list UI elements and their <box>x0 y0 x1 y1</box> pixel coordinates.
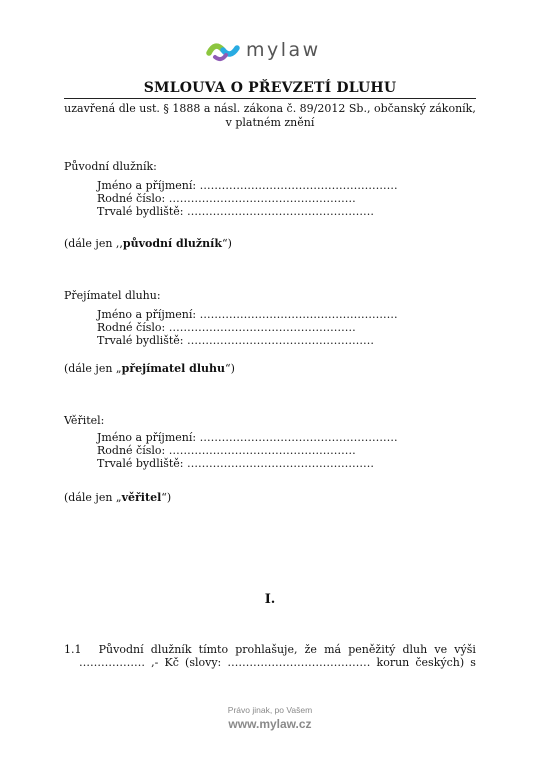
party-label-debt-assignee: Přejímatel dluhu: <box>64 289 161 302</box>
paragraph-number: 1.1 <box>64 643 82 656</box>
original-debtor-birth-number-field: Rodné číslo: …………………………………………… <box>97 192 356 205</box>
creditor-birth-number-field: Rodné číslo: …………………………………………… <box>97 444 356 457</box>
paragraph-line-2: ……………… ,- Kč (slovy: ………………………………… korun českých) s <box>79 656 476 669</box>
creditor-reference: (dále jen „věřitel“) <box>64 491 172 504</box>
original-debtor-name-field: Jméno a příjmení: ……………………………………………… <box>97 179 398 192</box>
party-label-original-debtor: Původní dlužník: <box>64 160 157 173</box>
footer-url-link[interactable]: www.mylaw.cz <box>228 717 312 731</box>
creditor-name-field: Jméno a příjmení: ……………………………………………… <box>97 431 398 444</box>
subtitle-line-2: v platném znění <box>225 116 315 129</box>
section-heading: I. <box>264 592 276 607</box>
debt-assignee-name-field: Jméno a příjmení: ……………………………………………… <box>97 308 398 321</box>
logo-text: mylaw <box>246 38 321 61</box>
original-debtor-term: původní dlužník <box>122 237 222 250</box>
title-underline <box>64 98 476 99</box>
mylaw-wave-icon <box>206 38 242 62</box>
paragraph-line-1: 1.1 Původní dlužník tímto prohlašuje, že má peněžitý dluh ve výši <box>64 643 476 656</box>
debt-assignee-birth-number-field: Rodné číslo: …………………………………………… <box>97 321 356 334</box>
subtitle-line-1: uzavřená dle ust. § 1888 a násl. zákona č. 89/2012 Sb., občanský zákoník, <box>64 102 476 115</box>
debt-assignee-address-field: Trvalé bydliště: …………………………………………… <box>97 334 375 347</box>
document-subtitle <box>64 102 476 130</box>
mylaw-logo <box>206 36 338 64</box>
debt-assignee-reference: (dále jen „přejímatel dluhu“) <box>64 362 235 375</box>
original-debtor-address-field: Trvalé bydliště: …………………………………………… <box>97 205 375 218</box>
footer-tagline: Právo jinak, po Vašem <box>227 705 313 715</box>
creditor-address-field: Trvalé bydliště: …………………………………………… <box>97 457 375 470</box>
original-debtor-reference: (dále jen ,,původní dlužník“) <box>64 237 232 250</box>
paragraph-1-1 <box>64 643 476 669</box>
debt-assignee-term: přejímatel dluhu <box>121 362 225 375</box>
party-label-creditor: Věřitel: <box>64 414 105 427</box>
document-title: SMLOUVA O PŘEVZETÍ DLUHU <box>143 80 397 96</box>
creditor-term: věřitel <box>121 491 162 504</box>
